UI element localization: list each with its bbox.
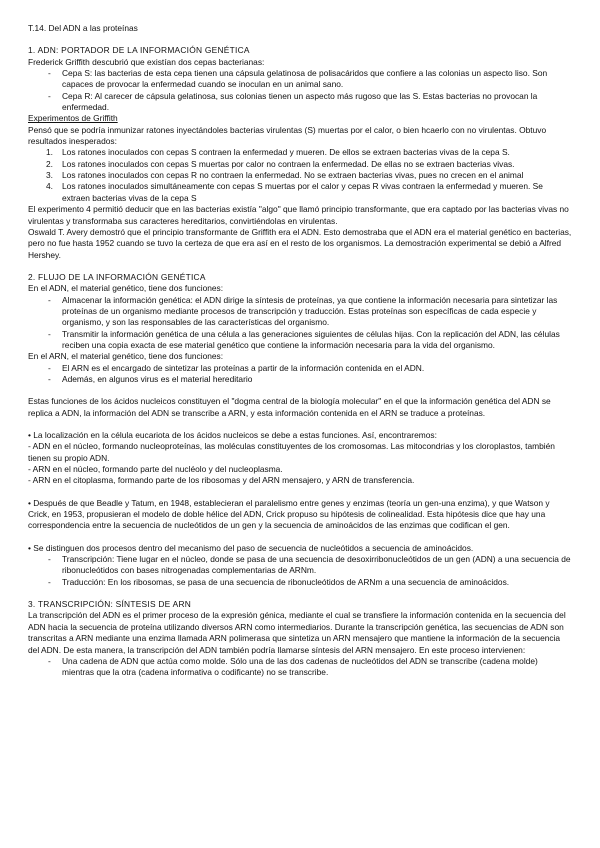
spacer bbox=[28, 588, 572, 599]
section-3-title: 3. TRANSCRIPCIÓN: SÍNTESIS DE ARN bbox=[28, 599, 192, 610]
spacer bbox=[28, 261, 572, 272]
list-item bbox=[28, 181, 572, 204]
transcripcion-list bbox=[28, 656, 572, 679]
list-item bbox=[28, 170, 572, 181]
list-item: - Almacenar la información genética: el ADN dirige la síntesis de proteínas, ya que contiene la información necesaria para sintetizar las proteínas de un organismo mediante procesos de transcripción y traducción. Estas proteínas son específicas de cada especie y organismo, y son las responsables de las características del organismo. bbox=[28, 295, 572, 329]
conclusion-paragraph: El experimento 4 permitió deducir que en las bacterias existía "algo" que llamó principio transformante, que era captado por las bacterias vivas no virulentas y transformaba sus caracteres hereditarios, convirtiéndolas en virulentas. bbox=[28, 204, 569, 226]
adn-functions-list bbox=[28, 295, 572, 352]
procesos-list bbox=[28, 554, 572, 588]
list-item: - Transcripción: Tiene lugar en el núcleo, donde se pasa de una secuencia de desoxirribonucleótidos de un gen (ADN) a una secuencia de ribonucleótidos con bases nitrogenadas complementarias de ARNm. bbox=[28, 554, 572, 577]
resultados-list bbox=[28, 147, 572, 204]
cepas-list bbox=[28, 68, 572, 113]
experimentos-heading: Experimentos de Griffith bbox=[28, 113, 118, 124]
list-number: 1. bbox=[46, 147, 53, 158]
document-title: T.14. Del ADN a las proteínas bbox=[28, 23, 138, 33]
list-item: - Traducción: En los ribosomas, se pasa de una secuencia de ribonucleótidos de ARNm a una secuencia de aminoácidos. bbox=[28, 577, 572, 588]
localizacion-line: - ADN en el núcleo, formando nucleoproteínas, las moléculas constituyentes de los cromosomas. Las mitocondrias y los cloroplastos, también tienen su propio ADN. bbox=[28, 441, 555, 463]
list-item: - Transmitir la información genética de una célula a las generaciones siguientes de células hijas. Con la replicación del ADN, las células reciben una copia exacta de ese material genético que contiene la información necesaria para la vida del organismo. bbox=[28, 329, 572, 352]
procesos-intro: • Se distinguen dos procesos dentro del mecanismo del paso de secuencia de nucleótidos a secuencia de aminoácidos. bbox=[28, 542, 474, 553]
list-item: - Una cadena de ADN que actúa como molde. Sólo una de las dos cadenas de nucleótidos del ADN se transcribe (cadena molde) mientras que la otra (cadena informativa o codificante) no se transcribe. bbox=[28, 656, 572, 679]
list-item-text: Los ratones inoculados con cepas S contraen la enfermedad y mueren. De ellos se extraen bacterias vivas de la cepa S. bbox=[62, 147, 510, 158]
list-item-text: Los ratones inoculados con cepas S muertas por calor no contraen la enfermedad. De ellas no se extraen bacterias vivas. bbox=[62, 158, 515, 169]
list-item: - El ARN es el encargado de sintetizar las proteínas a partir de la información contenida en el ADN. bbox=[28, 363, 572, 374]
list-item bbox=[28, 147, 572, 158]
experimentos-intro: Pensó que se podría inmunizar ratones inyectándoles bacterias virulentas (S) muertas por el calor, o bien hcaerlo con no virulentas. Obtuvo resultados inesperados: bbox=[28, 124, 547, 147]
beadle-paragraph: • Después de que Beadle y Tatum, en 1948, establecieran el paralelismo entre genes y enzimas (teoría un gen-una enzima), y que Watson y Crick, en 1953, propusieran el modelo de doble hélice del ADN, Crick propuso su hipótesis de colinealidad. Esta hipótesis dice que hay una correspondencia entre la secuencia de nucleótidos de un gen y la secuencia de aminoácidos de las enzimas que codifican el gen. bbox=[28, 497, 550, 531]
section-2-title: 2. FLUJO DE LA INFORMACIÓN GENÉTICA bbox=[28, 271, 206, 282]
list-item-text: Los ratones inoculados simultáneamente con cepas S muertas por el calor y cepas R vivas contraen la enfermedad y mueren. Se extraen bacterias vivas de la cepa S bbox=[62, 181, 543, 203]
list-item-text: Los ratones inoculados con cepas R no contraen la enfermedad. No se extraen bacterias vivas, pues no crecen en el animal bbox=[62, 170, 524, 181]
dogma-paragraph: Estas funciones de los ácidos nucleicos constituyen el "dogma central de la biología molecular" en el que la información genética del ADN se replica a ADN, la información del ADN se transcribe a ARN, y esta información contenida en el ARN se traduce a proteínas. bbox=[28, 396, 551, 418]
spacer bbox=[28, 487, 572, 498]
list-item: - Además, en algunos virus es el material hereditario bbox=[28, 374, 572, 385]
arn-functions-intro: En el ARN, el material genético, tiene dos funciones: bbox=[28, 351, 224, 362]
list-number: 2. bbox=[46, 158, 53, 169]
adn-functions-intro: En el ADN, el material genético, tiene dos funciones: bbox=[28, 283, 224, 294]
list-number: 4. bbox=[46, 181, 53, 192]
spacer bbox=[28, 532, 572, 543]
list-item: - Cepa R: Al carecer de cápsula gelatinosa, sus colonias tienen un aspecto más rugoso que las S. Estas bacterias no provocan la enfermedad. bbox=[28, 91, 572, 114]
localizacion-intro: • La localización en la célula eucariota de los ácidos nucleicos se debe a estas funciones. Así, encontraremos: bbox=[28, 430, 437, 440]
list-item: - Cepa S: las bacterias de esta cepa tienen una cápsula gelatinosa de polisacáridos que confiere a las colonias un aspecto liso. Son capaces de provocar la enfermedad cuando se inoculan en un animal sano. bbox=[28, 68, 572, 91]
localizacion-line: - ARN en el citoplasma, formando parte de los ribosomas y del ARN mensajero, y ARN de transferencia. bbox=[28, 475, 415, 486]
arn-functions-list bbox=[28, 363, 572, 386]
section-1-title: 1. ADN: PORTADOR DE LA INFORMACIÓN GENÉTICA bbox=[28, 45, 250, 56]
spacer bbox=[28, 419, 572, 430]
transcripcion-paragraph: La transcripción del ADN es el primer proceso de la expresión génica, mediante el cual se transfiere la información contenida en la secuencia del ADN hacia la secuencia de proteína utilizando diversos ARN como intermediarios. Durante la transcripción genética, las secuencias de ADN son transcritas a ARN mediante una enzima llamada ARN polimerasa que sintetiza un ARN mensajero que mantiene la información de la secuencia del ADN. De esta manera, la transcripción del ADN también podría llamarse síntesis del ARN mensajero. En este proceso intervienen: bbox=[28, 610, 566, 655]
avery-paragraph: Oswald T. Avery demostró que el principio transformante de Griffith era el ADN. Esto demostraba que el ADN era el material genético en bacterias, pero no fue hasta 1952 cuando se tuvo la certeza de que era así en el resto de los organismos. La demostración experimental se debió a Alfred Hershey. bbox=[28, 226, 572, 260]
localizacion-line: - ARN en el núcleo, formando parte del nucléolo y del nucleoplasma. bbox=[28, 464, 283, 475]
list-item bbox=[28, 159, 572, 170]
list-number: 3. bbox=[46, 170, 53, 181]
s1-intro: Frederick Griffith descubrió que existían dos cepas bacterianas: bbox=[28, 56, 265, 67]
spacer bbox=[28, 385, 572, 396]
